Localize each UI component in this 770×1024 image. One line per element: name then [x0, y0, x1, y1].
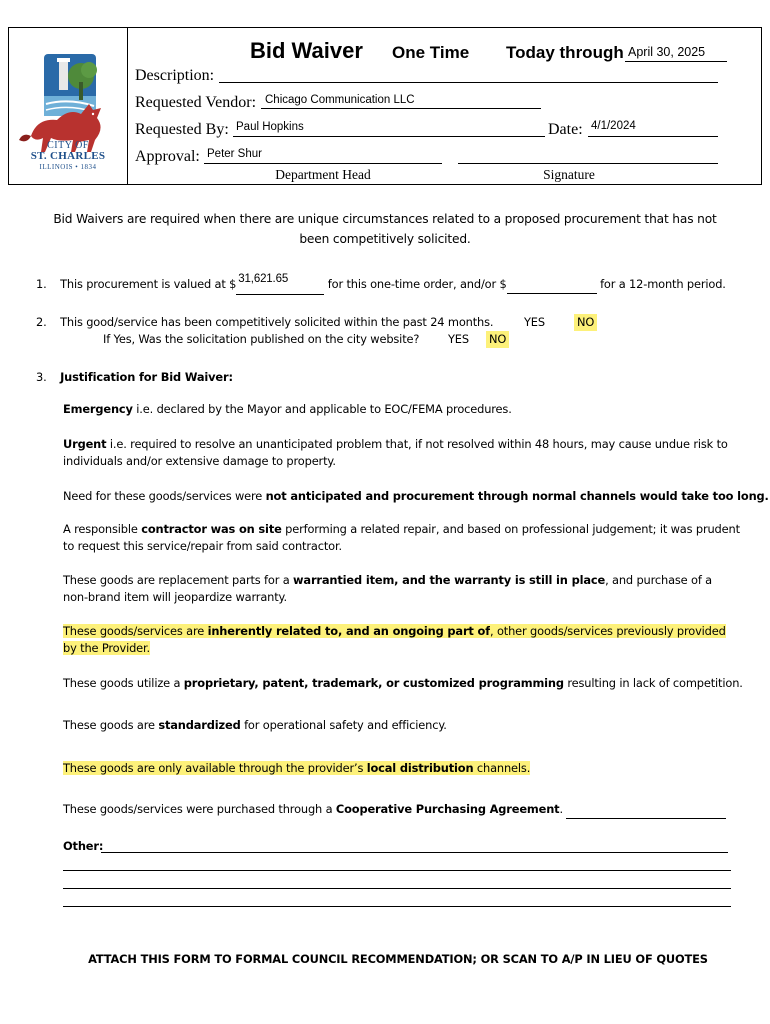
standardized-text-1: These goods are [63, 718, 159, 732]
contractor-text-1: A responsible [63, 522, 142, 536]
other-label: Other [63, 839, 99, 853]
date-field [588, 136, 718, 137]
local-text-1: These goods are only available through the provider’s [63, 761, 367, 775]
today-through-date[interactable]: April 30, 2025 [628, 45, 706, 59]
warranty-bold: warrantied item, and the warranty is still in place [293, 573, 606, 587]
option-local-distribution[interactable] [63, 760, 753, 777]
approval-value[interactable]: Peter Shur [207, 148, 262, 160]
emergency-text: i.e. declared by the Mayor and applicable to EOC/FEMA procedures. [132, 402, 512, 416]
item-1-prefix: This procurement is valued at $ [60, 277, 237, 291]
department-head-label: Department Head [275, 167, 371, 182]
one-time-value-field[interactable] [236, 273, 324, 295]
vendor-value[interactable]: Chicago Communication LLC [265, 94, 415, 106]
option-proprietary[interactable] [63, 675, 753, 692]
emergency-bold: Emergency [63, 402, 133, 416]
item-2-no-option[interactable]: NO [574, 314, 597, 331]
item-2-number: 2. [36, 315, 47, 329]
requested-by-value[interactable]: Paul Hopkins [236, 121, 304, 133]
today-through-line [625, 61, 727, 62]
vendor-field [261, 108, 541, 109]
other-field-line-4[interactable] [63, 906, 731, 907]
footer-instruction: ATTACH THIS FORM TO FORMAL COUNCIL RECOMMENDATION; OR SCAN TO A/P IN LIEU OF QUOTES [88, 952, 708, 966]
local-bold: local distribution [366, 761, 474, 775]
option-ongoing-part[interactable] [63, 623, 739, 657]
standardized-bold: standardized [158, 718, 241, 732]
vendor-label: Requested Vendor: [135, 94, 257, 111]
coop-bold: Cooperative Purchasing Agreement [335, 802, 560, 816]
standardized-text-2: for operational safety and efficiency. [240, 718, 447, 732]
warranty-text-1: These goods are replacement parts for a [63, 573, 294, 587]
description-field[interactable] [219, 82, 718, 83]
department-head-field [204, 163, 442, 164]
date-label: Date: [548, 121, 583, 138]
signature-field[interactable] [458, 163, 718, 164]
option-urgent[interactable] [63, 436, 743, 470]
logo-cell [9, 28, 128, 184]
option-contractor-on-site[interactable] [63, 521, 747, 555]
item-2-sub-no-option[interactable]: NO [486, 331, 509, 348]
item-2-sub-text: If Yes, Was the solicitation published on the city website? [103, 332, 420, 346]
other-field-line-1[interactable] [101, 852, 728, 853]
signature-label: Signature [543, 167, 595, 182]
warranty-text-2: , and purchase of a non-brand item will jeopardize warranty. [63, 573, 712, 604]
logo-line-2: ST. CHARLES [30, 150, 106, 162]
proprietary-bold: proprietary, patent, trademark, or customized programming [183, 676, 564, 690]
item-3-number: 3. [36, 370, 47, 384]
item-2-sub-yes-option[interactable]: YES [448, 332, 469, 346]
proprietary-text-1: These goods utilize a [63, 676, 184, 690]
ongoing-bold: inherently related to, and an ongoing part of [207, 624, 491, 638]
option-not-anticipated[interactable] [63, 488, 769, 505]
contractor-bold: contractor was on site [141, 522, 282, 536]
today-through-option: Today through [506, 43, 624, 62]
requested-by-field [233, 136, 545, 137]
one-time-value: 31,621.65 [238, 273, 289, 285]
option-emergency[interactable] [63, 401, 743, 418]
need-text: Need for these goods/services were [63, 489, 266, 503]
ongoing-text-1: These goods/services are [63, 624, 208, 638]
item-1-number: 1. [36, 277, 47, 291]
intro-text: Bid Waivers are required when there are unique circumstances related to a proposed procurement that has not been competitively solicited. [53, 212, 717, 246]
item-2-text: This good/service has been competitively solicited within the past 24 months. [60, 315, 494, 329]
item-2 [36, 314, 756, 331]
approval-label: Approval: [135, 148, 200, 165]
option-standardized[interactable] [63, 717, 753, 734]
form-title: Bid Waiver [250, 38, 363, 63]
coop-text-1: These goods/services were purchased through a [63, 802, 336, 816]
option-other[interactable]: Other: [63, 839, 104, 853]
item-1 [36, 273, 756, 295]
urgent-bold: Urgent [63, 437, 107, 451]
twelve-month-value-field[interactable] [507, 276, 597, 294]
cooperative-agreement-field[interactable] [566, 801, 726, 819]
requested-by-label: Requested By: [135, 121, 229, 138]
description-label: Description: [135, 67, 215, 84]
item-1-suffix: for a 12-month period. [600, 277, 726, 291]
date-value[interactable]: 4/1/2024 [591, 120, 636, 132]
proprietary-text-2: resulting in lack of competition. [563, 676, 743, 690]
local-text-2: channels. [473, 761, 531, 775]
item-2-yes-option[interactable]: YES [524, 315, 545, 329]
other-field-line-2[interactable] [63, 870, 731, 871]
other-field-line-3[interactable] [63, 888, 731, 889]
item-1-middle: for this one-time order, and/or $ [327, 277, 507, 291]
option-cooperative-purchasing[interactable] [63, 801, 753, 819]
contractor-text-2: performing a related repair, and based on professional judgement; it was prudent to request this service/repair from said contractor. [63, 522, 740, 553]
item-3-heading [36, 369, 233, 386]
need-bold: not anticipated and procurement through normal channels would take too long. [265, 489, 769, 503]
item-3-title: Justification for Bid Waiver: [60, 370, 233, 384]
logo-line-3: ILLINOIS • 1834 [39, 163, 97, 171]
option-warranty[interactable] [63, 572, 735, 606]
ongoing-text-2: , other goods/services previously provided by the Provider. [63, 624, 726, 655]
coop-text-2: . [559, 802, 567, 816]
logo-line-1: CITY OF [47, 140, 89, 151]
urgent-text: i.e. required to resolve an unanticipated problem that, if not resolved within 48 hours, may cause undue risk to individuals and/or extensive damage to property. [63, 437, 728, 468]
one-time-option: One Time [392, 43, 470, 62]
